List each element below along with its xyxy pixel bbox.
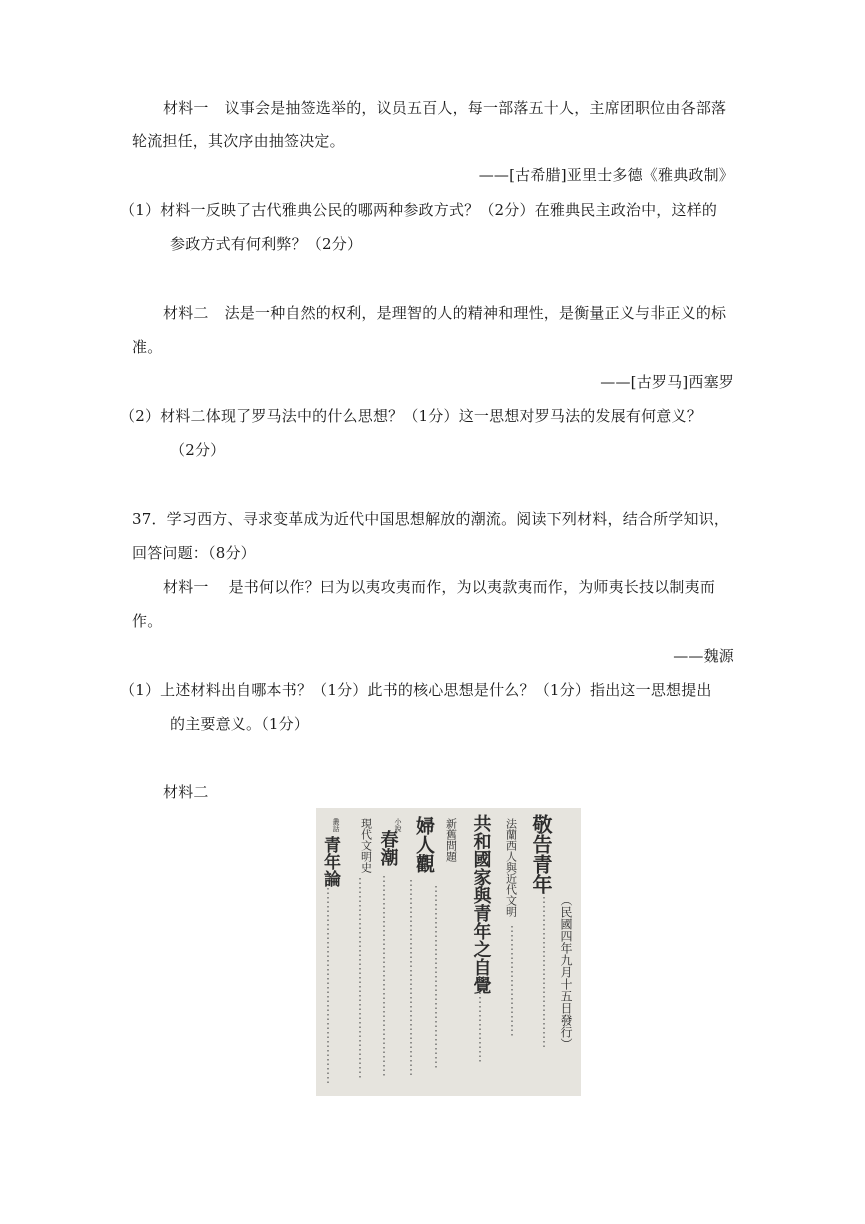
q37-question-1-line-2: 的主要意义。（1分）: [170, 715, 310, 733]
material-label: 材料二: [163, 304, 209, 322]
q37-material-2-label: 材料二: [163, 783, 209, 801]
q37-material-1-line-1: [163, 577, 715, 597]
magazine-contents-scan: [316, 808, 581, 1096]
q37-question-1-line-1: （1）上述材料出自哪本书？（1分）此书的核心思想是什么？（1分）指出这一思想提出: [120, 681, 712, 699]
material-2-line-2: 准。: [132, 338, 163, 356]
material-label: 材料一: [163, 578, 209, 596]
material-1-source: ——[古希腊]亚里士多德《雅典政制》: [478, 166, 734, 184]
material-2-source: ——[古罗马]西塞罗: [600, 373, 734, 391]
material-1-line-2: 轮流担任，其次序由抽签决定。: [132, 132, 345, 150]
question-1-line-1: （1）材料一反映了古代雅典公民的哪两种参政方式？（2分）在雅典民主政治中，这样的: [120, 201, 718, 219]
q37-material-1-source: ——魏源: [673, 647, 734, 665]
question-37-intro-line-1: 37．学习西方、寻求变革成为近代中国思想解放的潮流。阅读下列材料，结合所学知识，: [132, 510, 730, 528]
article-tag-6: 小說: [394, 818, 402, 832]
magazine-contents-image: [316, 808, 581, 1096]
material-1-line-1: [163, 98, 726, 118]
material-text: 是书何以作？曰为以夷攻夷而作，为以夷款夷而作，为师夷长技以制夷而: [228, 578, 716, 596]
article-title-7: 現代文明史: [359, 818, 373, 873]
material-text: 议事会是抽签选举的，议员五百人，每一部落五十人，主席团职位由各部落: [224, 99, 727, 117]
article-title-2: 法蘭西人與近代文明: [504, 818, 518, 917]
material-text: 法是一种自然的权利，是理智的人的精神和理性，是衡量正义与非正义的标: [224, 304, 727, 322]
q37-material-1-line-2: 作。: [132, 612, 163, 630]
article-title-5: 婦人觀: [413, 816, 435, 873]
question-2-line-2: （2分）: [170, 441, 226, 459]
article-title-4: 新舊問題: [444, 818, 458, 862]
article-title-8: 青年論: [320, 836, 340, 887]
material-label: 材料一: [163, 99, 209, 117]
question-2-line-1: （2）材料二体现了罗马法中的什么思想？（1分）这一思想对罗马法的发展有何意义？: [120, 407, 702, 425]
article-title-6: 春潮: [377, 830, 399, 866]
article-title-1: 敬告青年: [529, 814, 553, 894]
article-tag-8: 叢話: [332, 818, 340, 832]
question-37-intro-line-2: 回答问题：（8分）: [132, 544, 256, 562]
issue-date: （民國四年九月十五日發行）: [559, 894, 573, 1050]
article-title-3: 共和國家與青年之自覺: [470, 814, 492, 994]
material-2-line-1: [163, 303, 726, 323]
question-1-line-2: 参政方式有何利弊？（2分）: [170, 235, 363, 253]
